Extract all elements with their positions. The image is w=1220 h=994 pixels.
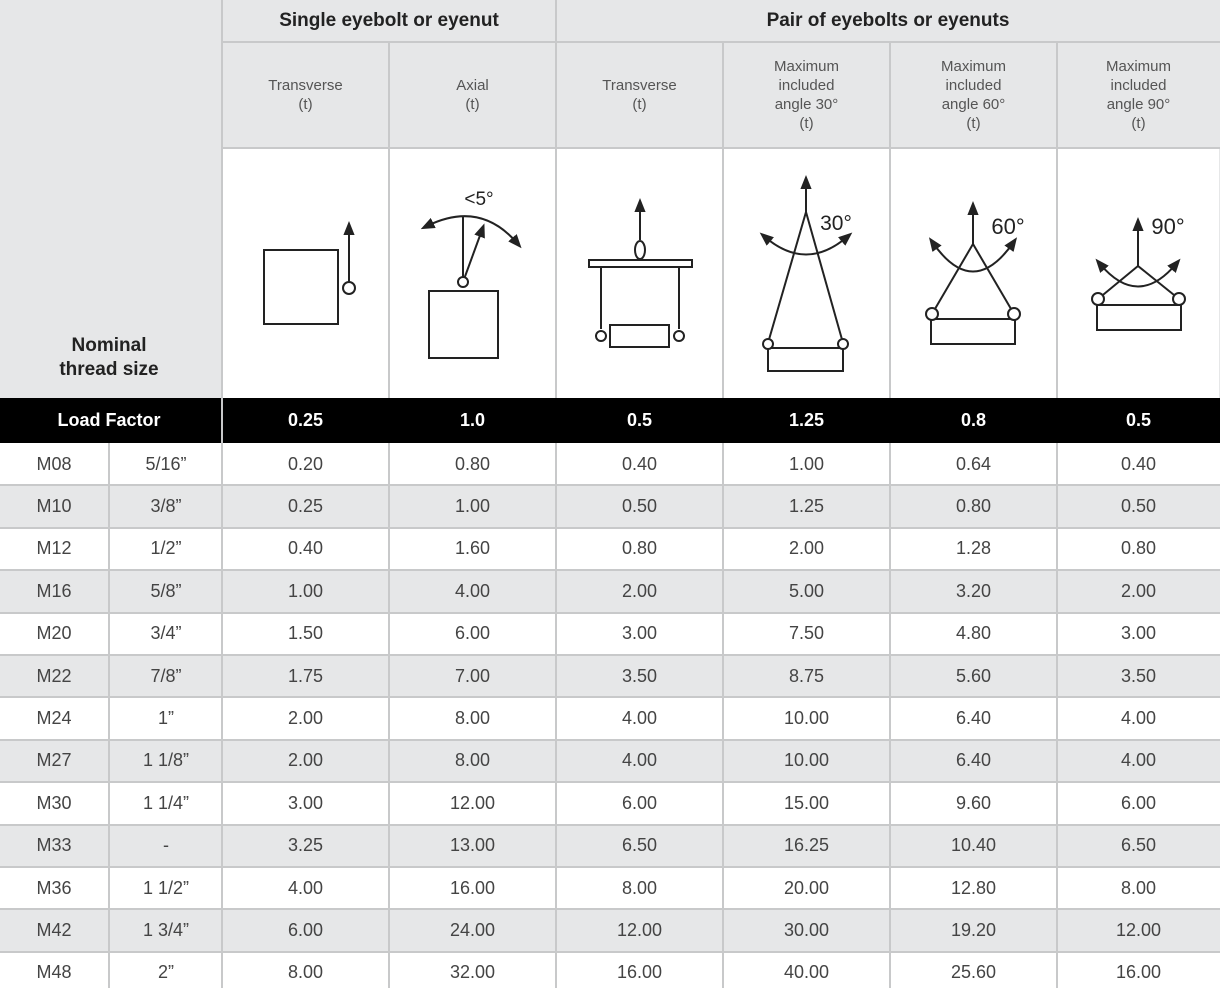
imperial-size-cell: 1/2” xyxy=(150,538,182,559)
pictogram-panel xyxy=(724,149,889,398)
capacity-value-cell: 0.64 xyxy=(955,453,992,474)
metric-size-cell: M20 xyxy=(36,623,72,644)
capacity-value-cell: 3.00 xyxy=(621,623,658,644)
column-heading: Maximum included angle 60° (t) xyxy=(940,58,1006,132)
capacity-value-cell: 4.00 xyxy=(621,750,658,771)
capacity-value-cell: 0.80 xyxy=(1120,538,1157,559)
column-heading: Maximum included angle 30° (t) xyxy=(773,58,839,132)
column-divider xyxy=(722,43,724,398)
load-factor-value: 0.5 xyxy=(626,410,653,430)
capacity-value-cell: 3.25 xyxy=(287,835,324,856)
capacity-value-cell: 12.00 xyxy=(616,920,663,941)
capacity-value-cell: 12.00 xyxy=(449,792,496,813)
capacity-value-cell: 6.00 xyxy=(621,792,658,813)
metric-size-cell: M12 xyxy=(36,538,72,559)
column-divider xyxy=(388,43,390,398)
pictogram-panel xyxy=(1058,149,1219,398)
capacity-value-cell: 2.00 xyxy=(287,708,324,729)
capacity-value-cell: 0.80 xyxy=(621,538,658,559)
capacity-value-cell: 16.25 xyxy=(783,835,830,856)
capacity-value-cell: 25.60 xyxy=(950,962,997,983)
capacity-value-cell: 16.00 xyxy=(449,877,496,898)
capacity-value-cell: 24.00 xyxy=(449,920,496,941)
capacity-value-cell: 3.00 xyxy=(1120,623,1157,644)
capacity-value-cell: 1.00 xyxy=(454,496,491,517)
row-divider xyxy=(0,696,1220,698)
column-divider xyxy=(1056,443,1058,988)
imperial-size-cell: - xyxy=(163,835,169,856)
capacity-value-cell: 0.40 xyxy=(287,538,324,559)
capacity-value-cell: 4.00 xyxy=(1120,708,1157,729)
pictogram-panel xyxy=(891,149,1056,398)
capacity-value-cell: 3.20 xyxy=(955,580,992,601)
capacity-value-cell: 1.60 xyxy=(454,538,491,559)
imperial-size-cell: 1 3/4” xyxy=(142,920,190,941)
capacity-value-cell: 16.00 xyxy=(616,962,663,983)
column-divider xyxy=(108,443,110,988)
capacity-value-cell: 0.40 xyxy=(621,453,658,474)
capacity-value-cell: 0.40 xyxy=(1120,453,1157,474)
capacity-value-cell: 3.00 xyxy=(287,792,324,813)
load-factor-value: 0.8 xyxy=(960,410,987,430)
capacity-value-cell: 2.00 xyxy=(621,580,658,601)
row-divider xyxy=(0,739,1220,741)
capacity-value-cell: 8.00 xyxy=(1120,877,1157,898)
capacity-value-cell: 8.00 xyxy=(454,708,491,729)
load-factor-value: 1.0 xyxy=(459,410,486,430)
capacity-value-cell: 19.20 xyxy=(950,920,997,941)
column-heading: Transverse (t) xyxy=(602,77,677,113)
capacity-value-cell: 8.75 xyxy=(788,665,825,686)
capacity-value-cell: 0.50 xyxy=(1120,496,1157,517)
capacity-value-cell: 0.20 xyxy=(287,453,324,474)
imperial-size-cell: 1 1/8” xyxy=(142,750,190,771)
angle-label: <5° xyxy=(464,189,494,210)
metric-size-cell: M30 xyxy=(36,792,72,813)
capacity-value-cell: 1.50 xyxy=(287,623,324,644)
capacity-value-cell: 6.40 xyxy=(955,708,992,729)
capacity-value-cell: 0.80 xyxy=(955,496,992,517)
column-divider xyxy=(388,443,390,988)
metric-size-cell: M22 xyxy=(36,665,72,686)
capacity-value-cell: 8.00 xyxy=(287,962,324,983)
capacity-value-cell: 10.00 xyxy=(783,708,830,729)
imperial-size-cell: 5/16” xyxy=(145,453,187,474)
capacity-value-cell: 1.28 xyxy=(955,538,992,559)
imperial-size-cell: 3/4” xyxy=(150,623,182,644)
capacity-value-cell: 0.50 xyxy=(621,496,658,517)
capacity-value-cell: 5.00 xyxy=(788,580,825,601)
column-heading: Axial (t) xyxy=(456,77,489,113)
column-divider xyxy=(1056,43,1058,398)
metric-size-cell: M48 xyxy=(36,962,72,983)
capacity-value-cell: 0.80 xyxy=(454,453,491,474)
metric-size-cell: M10 xyxy=(36,496,72,517)
pair-group-title: Pair of eyebolts or eyenuts xyxy=(766,9,1010,31)
capacity-value-cell: 1.75 xyxy=(287,665,324,686)
imperial-size-cell: 1” xyxy=(157,708,174,729)
row-divider xyxy=(0,569,1220,571)
column-divider xyxy=(889,443,891,988)
capacity-value-cell: 2.00 xyxy=(287,750,324,771)
metric-size-cell: M24 xyxy=(36,708,72,729)
capacity-value-cell: 4.80 xyxy=(955,623,992,644)
metric-size-cell: M27 xyxy=(36,750,72,771)
header-divider xyxy=(222,147,1220,149)
imperial-size-cell: 5/8” xyxy=(150,580,182,601)
imperial-size-cell: 7/8” xyxy=(150,665,182,686)
capacity-value-cell: 6.50 xyxy=(1120,835,1157,856)
row-divider xyxy=(0,612,1220,614)
imperial-size-cell: 1 1/4” xyxy=(142,792,190,813)
pictogram-panel xyxy=(390,149,555,398)
capacity-value-cell: 12.00 xyxy=(1115,920,1162,941)
row-divider xyxy=(0,866,1220,868)
capacity-value-cell: 3.50 xyxy=(1120,665,1157,686)
capacity-value-cell: 9.60 xyxy=(955,792,992,813)
capacity-value-cell: 6.00 xyxy=(1120,792,1157,813)
row-divider xyxy=(0,654,1220,656)
column-divider xyxy=(889,43,891,398)
capacity-value-cell: 2.00 xyxy=(1120,580,1157,601)
row-divider xyxy=(0,527,1220,529)
imperial-size-cell: 3/8” xyxy=(150,496,182,517)
capacity-value-cell: 30.00 xyxy=(783,920,830,941)
capacity-value-cell: 16.00 xyxy=(1115,962,1162,983)
capacity-value-cell: 6.40 xyxy=(955,750,992,771)
nominal-thread-size-heading: Nominal thread size xyxy=(59,335,159,380)
capacity-value-cell: 4.00 xyxy=(454,580,491,601)
column-heading: Transverse (t) xyxy=(268,77,343,113)
capacity-value-cell: 5.60 xyxy=(955,665,992,686)
metric-size-cell: M08 xyxy=(36,453,72,474)
capacity-value-cell: 8.00 xyxy=(621,877,658,898)
angle-label: 30° xyxy=(820,212,852,235)
header-divider xyxy=(222,41,1220,43)
load-factor-value: 0.5 xyxy=(1125,410,1152,430)
row-divider xyxy=(0,908,1220,910)
angle-label: 90° xyxy=(1151,214,1185,239)
capacity-value-cell: 1.00 xyxy=(287,580,324,601)
column-heading: Maximum included angle 90° (t) xyxy=(1105,58,1171,132)
capacity-value-cell: 6.00 xyxy=(454,623,491,644)
row-divider xyxy=(0,824,1220,826)
metric-size-cell: M16 xyxy=(36,580,72,601)
imperial-size-cell: 2” xyxy=(157,962,174,983)
load-factor-label: Load Factor xyxy=(57,410,161,430)
single-group-title: Single eyebolt or eyenut xyxy=(279,9,499,31)
column-divider xyxy=(555,0,557,398)
capacity-value-cell: 7.50 xyxy=(788,623,825,644)
capacity-value-cell: 7.00 xyxy=(454,665,491,686)
capacity-value-cell: 4.00 xyxy=(621,708,658,729)
capacity-value-cell: 13.00 xyxy=(449,835,496,856)
column-divider xyxy=(722,443,724,988)
capacity-value-cell: 32.00 xyxy=(449,962,496,983)
capacity-value-cell: 20.00 xyxy=(783,877,830,898)
row-divider xyxy=(0,951,1220,953)
capacity-value-cell: 3.50 xyxy=(621,665,658,686)
metric-size-cell: M33 xyxy=(36,835,72,856)
load-factor-value: 0.25 xyxy=(287,410,324,430)
pictogram-panel xyxy=(223,149,388,398)
capacity-value-cell: 6.50 xyxy=(621,835,658,856)
capacity-value-cell: 0.25 xyxy=(287,496,324,517)
pictogram-panel xyxy=(557,149,722,398)
capacity-value-cell: 15.00 xyxy=(783,792,830,813)
angle-label: 60° xyxy=(991,214,1025,239)
capacity-value-cell: 1.25 xyxy=(788,496,825,517)
row-divider xyxy=(0,484,1220,486)
capacity-value-cell: 10.00 xyxy=(783,750,830,771)
load-factor-value: 1.25 xyxy=(788,410,825,430)
capacity-value-cell: 4.00 xyxy=(1120,750,1157,771)
imperial-size-cell: 1 1/2” xyxy=(142,877,190,898)
column-divider xyxy=(555,443,557,988)
capacity-value-cell: 4.00 xyxy=(287,877,324,898)
row-divider xyxy=(0,781,1220,783)
capacity-value-cell: 40.00 xyxy=(783,962,830,983)
capacity-value-cell: 6.00 xyxy=(287,920,324,941)
metric-size-cell: M42 xyxy=(36,920,72,941)
capacity-value-cell: 10.40 xyxy=(950,835,997,856)
capacity-value-cell: 1.00 xyxy=(788,453,825,474)
capacity-value-cell: 2.00 xyxy=(788,538,825,559)
metric-size-cell: M36 xyxy=(36,877,72,898)
capacity-value-cell: 8.00 xyxy=(454,750,491,771)
capacity-value-cell: 12.80 xyxy=(950,877,997,898)
